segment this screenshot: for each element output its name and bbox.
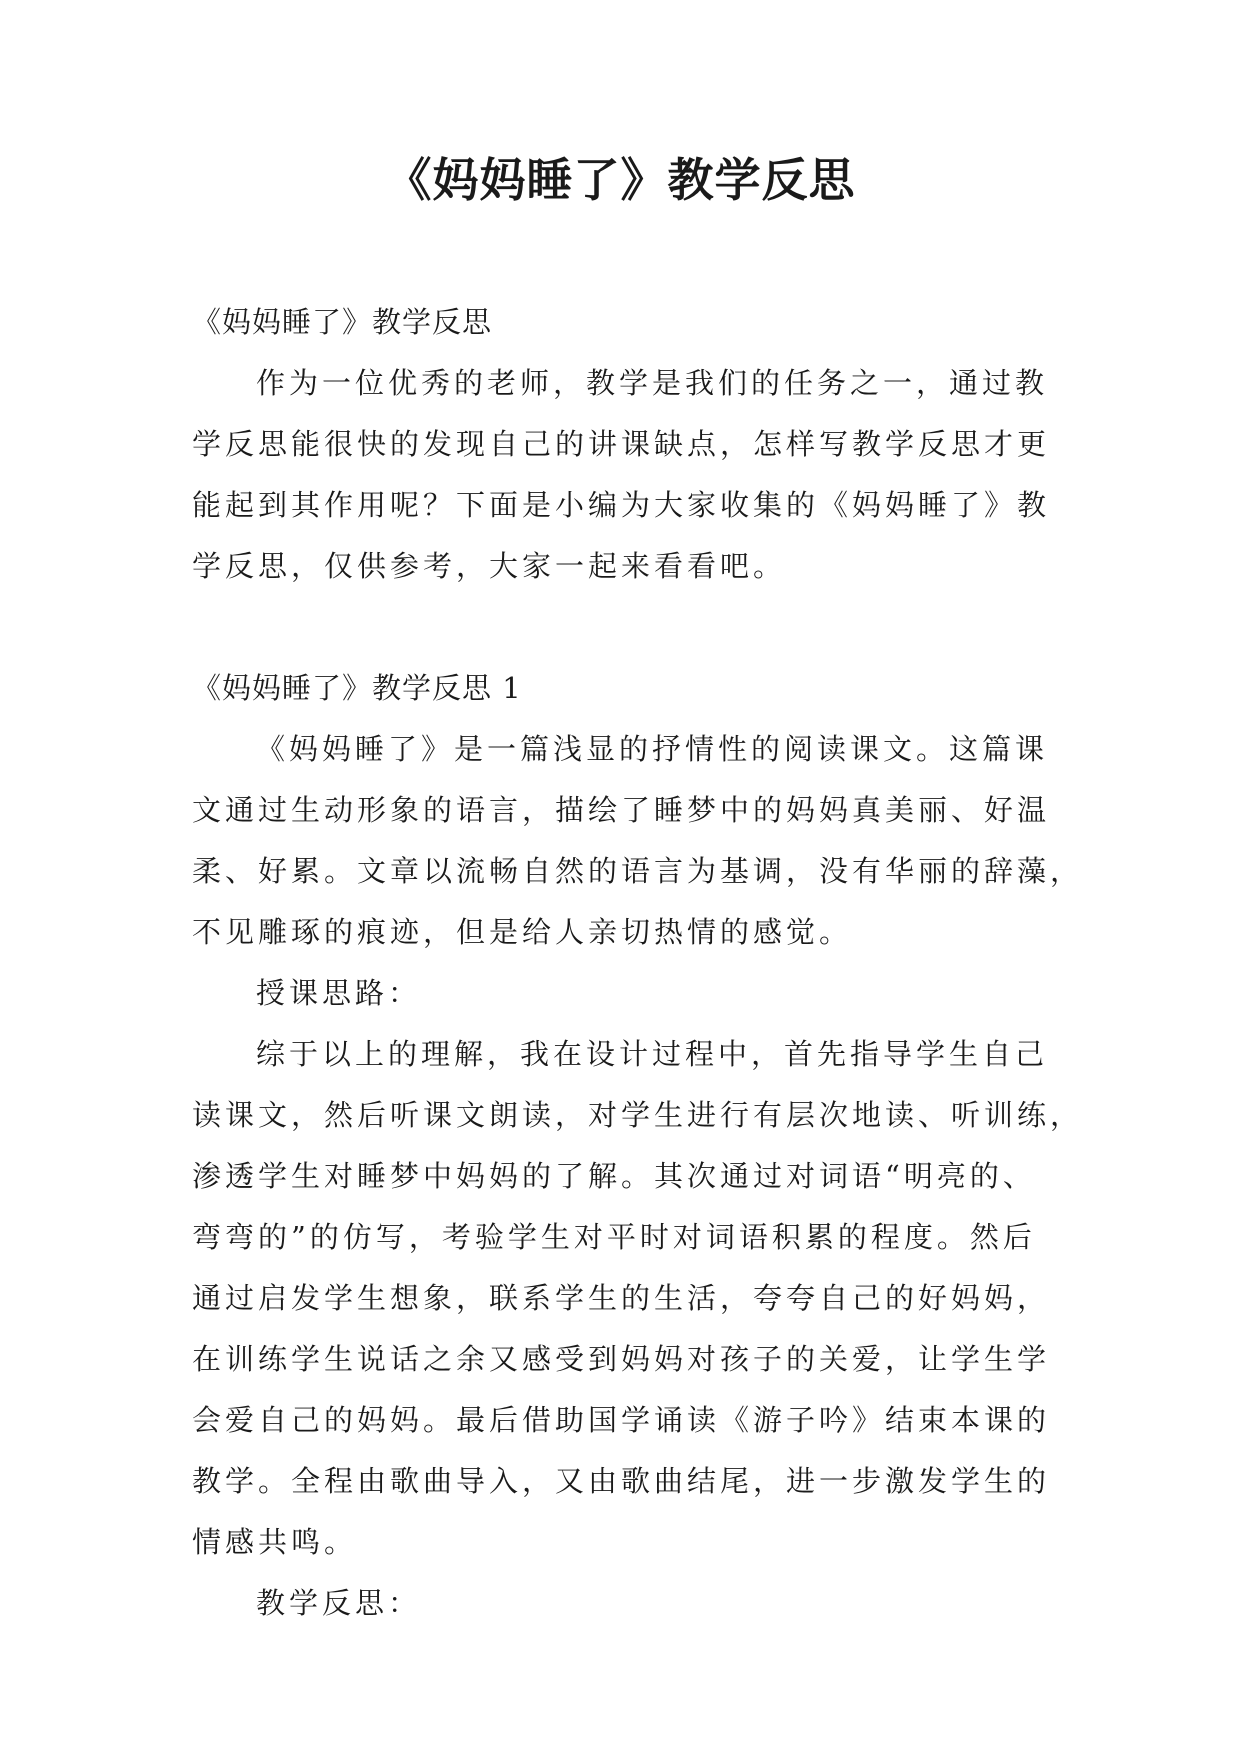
- approach-line: 情感共鸣。: [192, 1525, 358, 1559]
- intro-line: 学反思能很快的发现自己的讲课缺点，怎样写教学反思才更: [192, 427, 1051, 461]
- document-title: 《妈妈睡了》教学反思: [385, 153, 856, 207]
- approach-line: 渗透学生对睡梦中妈妈的了解。其次通过对词语“明亮的、: [192, 1159, 1036, 1193]
- approach-line: 会爱自己的妈妈。最后借助国学诵读《游子吟》结束本课的: [192, 1403, 1051, 1437]
- approach-line: 在训练学生说话之余又感受到妈妈对孩子的关爱，让学生学: [192, 1342, 1051, 1376]
- reflection-label: 教学反思：: [256, 1586, 422, 1620]
- intro-line: 学反思，仅供参考，大家一起来看看吧。: [192, 549, 787, 583]
- approach-line: 综于以上的理解，我在设计过程中，首先指导学生自己: [256, 1037, 1049, 1071]
- paragraph-line: 柔、好累。文章以流畅自然的语言为基调，没有华丽的辞藻，: [192, 854, 1084, 888]
- paragraph-line: 不见雕琢的痕迹，但是给人亲切热情的感觉。: [192, 915, 853, 949]
- intro-line: 作为一位优秀的老师，教学是我们的任务之一，通过教: [256, 366, 1049, 400]
- approach-line: 教学。全程由歌曲导入，又由歌曲结尾，进一步激发学生的: [192, 1464, 1051, 1498]
- subtitle: 《妈妈睡了》教学反思: [192, 305, 493, 339]
- approach-line: 通过启发学生想象，联系学生的生活，夸夸自己的好妈妈，: [192, 1281, 1051, 1315]
- paragraph-line: 《妈妈睡了》是一篇浅显的抒情性的阅读课文。这篇课: [256, 732, 1049, 766]
- intro-line: 能起到其作用呢？下面是小编为大家收集的《妈妈睡了》教: [192, 488, 1051, 522]
- paragraph-gap: [192, 597, 1054, 658]
- section-heading: 《妈妈睡了》教学反思 1: [192, 671, 522, 705]
- approach-label: 授课思路：: [256, 976, 422, 1010]
- approach-line: 读课文，然后听课文朗读，对学生进行有层次地读、听训练，: [192, 1098, 1084, 1132]
- paragraph-line: 文通过生动形象的语言，描绘了睡梦中的妈妈真美丽、好温: [192, 793, 1051, 827]
- approach-line: 弯弯的”的仿写，考验学生对平时对词语积累的程度。然后: [192, 1220, 1036, 1254]
- document-body: [192, 292, 1084, 1634]
